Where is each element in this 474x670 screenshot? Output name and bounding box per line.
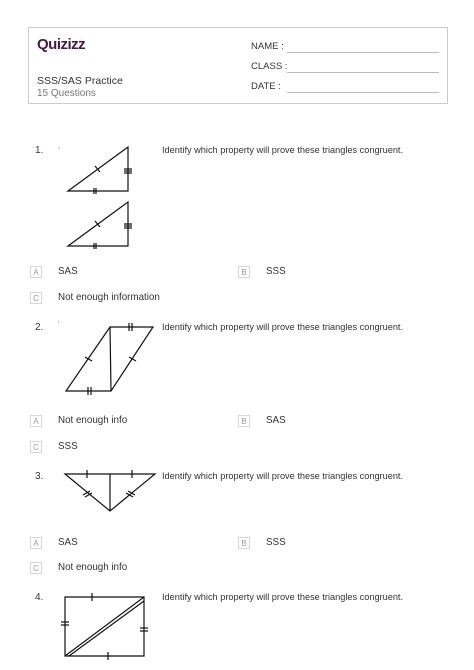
question-2-figure [62, 320, 157, 395]
question-count: 15 Questions [37, 88, 96, 99]
question-1-figure [60, 140, 135, 252]
option-text: SSS [58, 441, 78, 452]
option-text: Not enough info [58, 562, 128, 573]
option-text: Not enough info [58, 415, 128, 426]
question-1-number: 1. [35, 145, 44, 156]
question-3-figure [62, 468, 157, 516]
name-line[interactable] [287, 52, 439, 53]
option-letter-box: B [238, 537, 250, 549]
diagonal-1 [65, 597, 144, 656]
date-field[interactable] [251, 81, 281, 92]
name-label: NAME : [251, 41, 284, 52]
diagonal [110, 327, 111, 391]
option-text: SSS [266, 266, 286, 277]
option-letter-box: B [238, 415, 250, 427]
option-text: SAS [266, 415, 286, 426]
class-field[interactable] [251, 61, 287, 72]
worksheet-header [28, 27, 448, 104]
question-3-prompt: Identify which property will prove these triangles congruent. [162, 471, 404, 481]
option-text: SSS [266, 537, 286, 548]
option-letter-box: C [30, 562, 42, 574]
question-2-prompt: Identify which property will prove these triangles congruent. [162, 322, 404, 332]
option-text: SAS [58, 266, 78, 277]
name-field[interactable] [251, 41, 284, 52]
question-4-prompt: Identify which property will prove these triangles congruent. [162, 592, 404, 602]
question-1-prompt: Identify which property will prove these triangles congruent. [162, 145, 404, 155]
date-line[interactable] [287, 92, 439, 93]
option-letter-box: C [30, 292, 42, 304]
option-letter-box: A [30, 415, 42, 427]
quizizz-logo: Quizizz [37, 36, 86, 53]
class-line[interactable] [287, 72, 439, 73]
question-3-number: 3. [35, 471, 44, 482]
worksheet-title: SSS/SAS Practice [37, 75, 123, 87]
option-letter-box: A [30, 537, 42, 549]
question-4-figure [58, 592, 150, 660]
image-marker: - [58, 145, 61, 152]
question-4-number: 4. [35, 592, 44, 603]
option-letter-box: A [30, 266, 42, 278]
option-text: SAS [58, 537, 78, 548]
question-2-number: 2. [35, 322, 44, 333]
option-letter-box: C [30, 441, 42, 453]
diagonal-2 [69, 601, 144, 656]
option-text: Not enough information [58, 292, 160, 303]
option-letter-box: B [238, 266, 250, 278]
date-label: DATE : [251, 81, 281, 92]
class-label: CLASS : [251, 61, 288, 72]
image-marker: ' [58, 321, 60, 328]
parallelogram [66, 327, 153, 391]
